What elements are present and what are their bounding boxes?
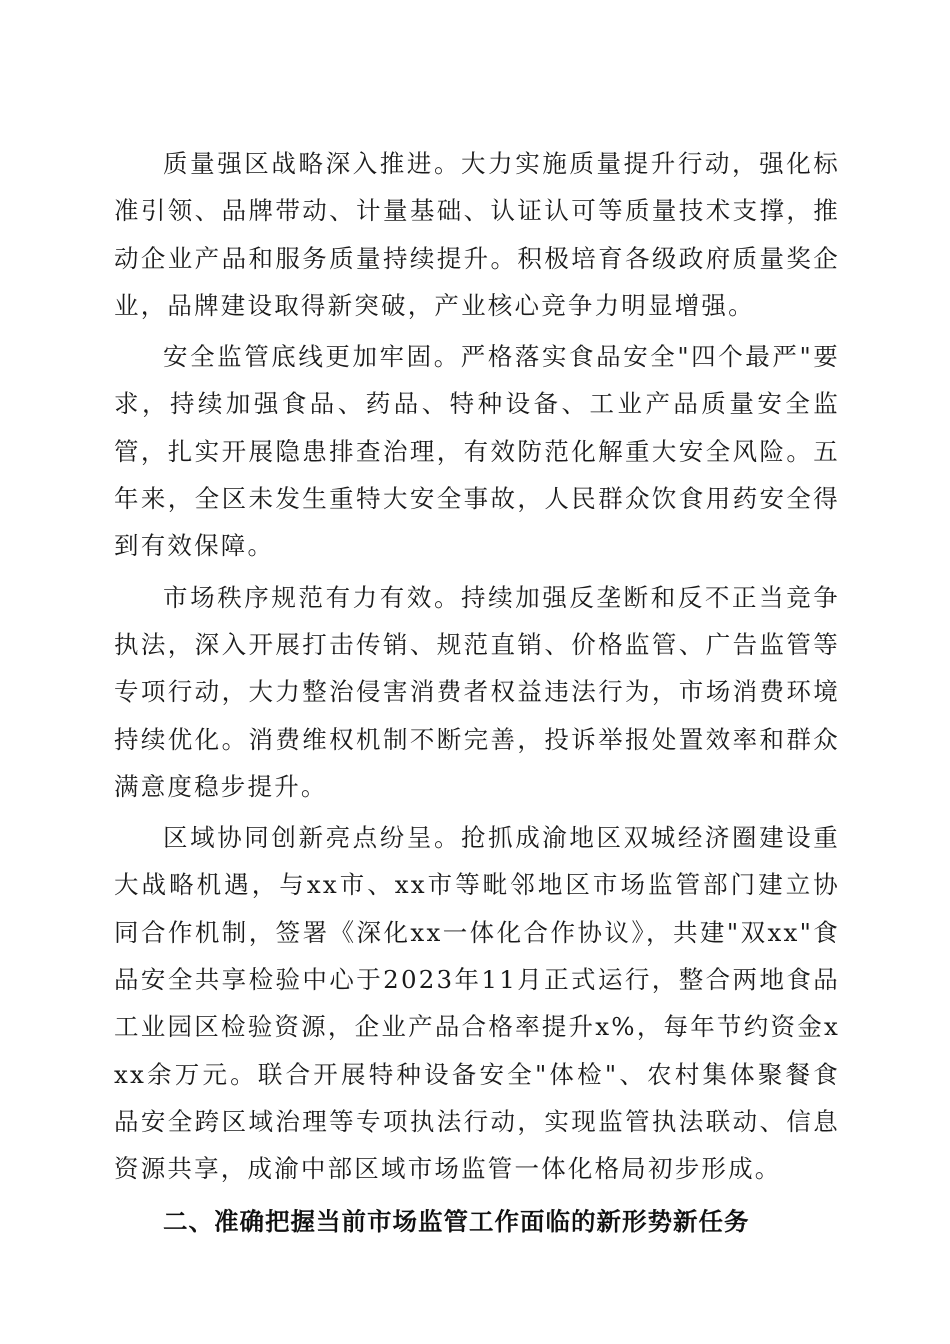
paragraph-regional-coordination: 区域协同创新亮点纷呈。抢抓成渝地区双城经济圈建设重大战略机遇，与xx市、xx市等毗邻地区市场监管部门建立协同合作机制，签署《深化xx一体化合作协议》，共建"双xx"食品安全共享检验中心于2023年11月正式运行，整合两地食品工业园区检验资源，企业产品合格率提升x%，每年节约资金xxx余万元。联合开展特种设备安全"体检"、农村集体聚餐食品安全跨区域治理等专项执法行动，实现监管执法联动、信息资源共享，成渝中部区域市场监管一体化格局初步形成。 bbox=[114, 823, 840, 1184]
section-heading: 二、准确把握当前市场监管工作面临的新形势新任务 bbox=[163, 1206, 750, 1236]
paragraph-market-order: 市场秩序规范有力有效。持续加强反垄断和反不正当竞争执法，深入开展打击传销、规范直销、价格监管、广告监管等专项行动，大力整治侵害消费者权益违法行为，市场消费环境持续优化。消费维权机制不断完善，投诉举报处置效率和群众满意度稳步提升。 bbox=[114, 582, 840, 801]
paragraph-quality: 质量强区战略深入推进。大力实施质量提升行动，强化标准引领、品牌带动、计量基础、认证认可等质量技术支撑，推动企业产品和服务质量持续提升。积极培育各级政府质量奖企业，品牌建设取得新突破，产业核心竞争力明显增强。 bbox=[114, 149, 840, 320]
paragraph-safety: 安全监管底线更加牢固。严格落实食品安全"四个最严"要求，持续加强食品、药品、特种设备、工业产品质量安全监管，扎实开展隐患排查治理，有效防范化解重大安全风险。五年来，全区未发生重特大安全事故，人民群众饮食用药安全得到有效保障。 bbox=[114, 342, 840, 561]
document-body bbox=[114, 140, 840, 1247]
